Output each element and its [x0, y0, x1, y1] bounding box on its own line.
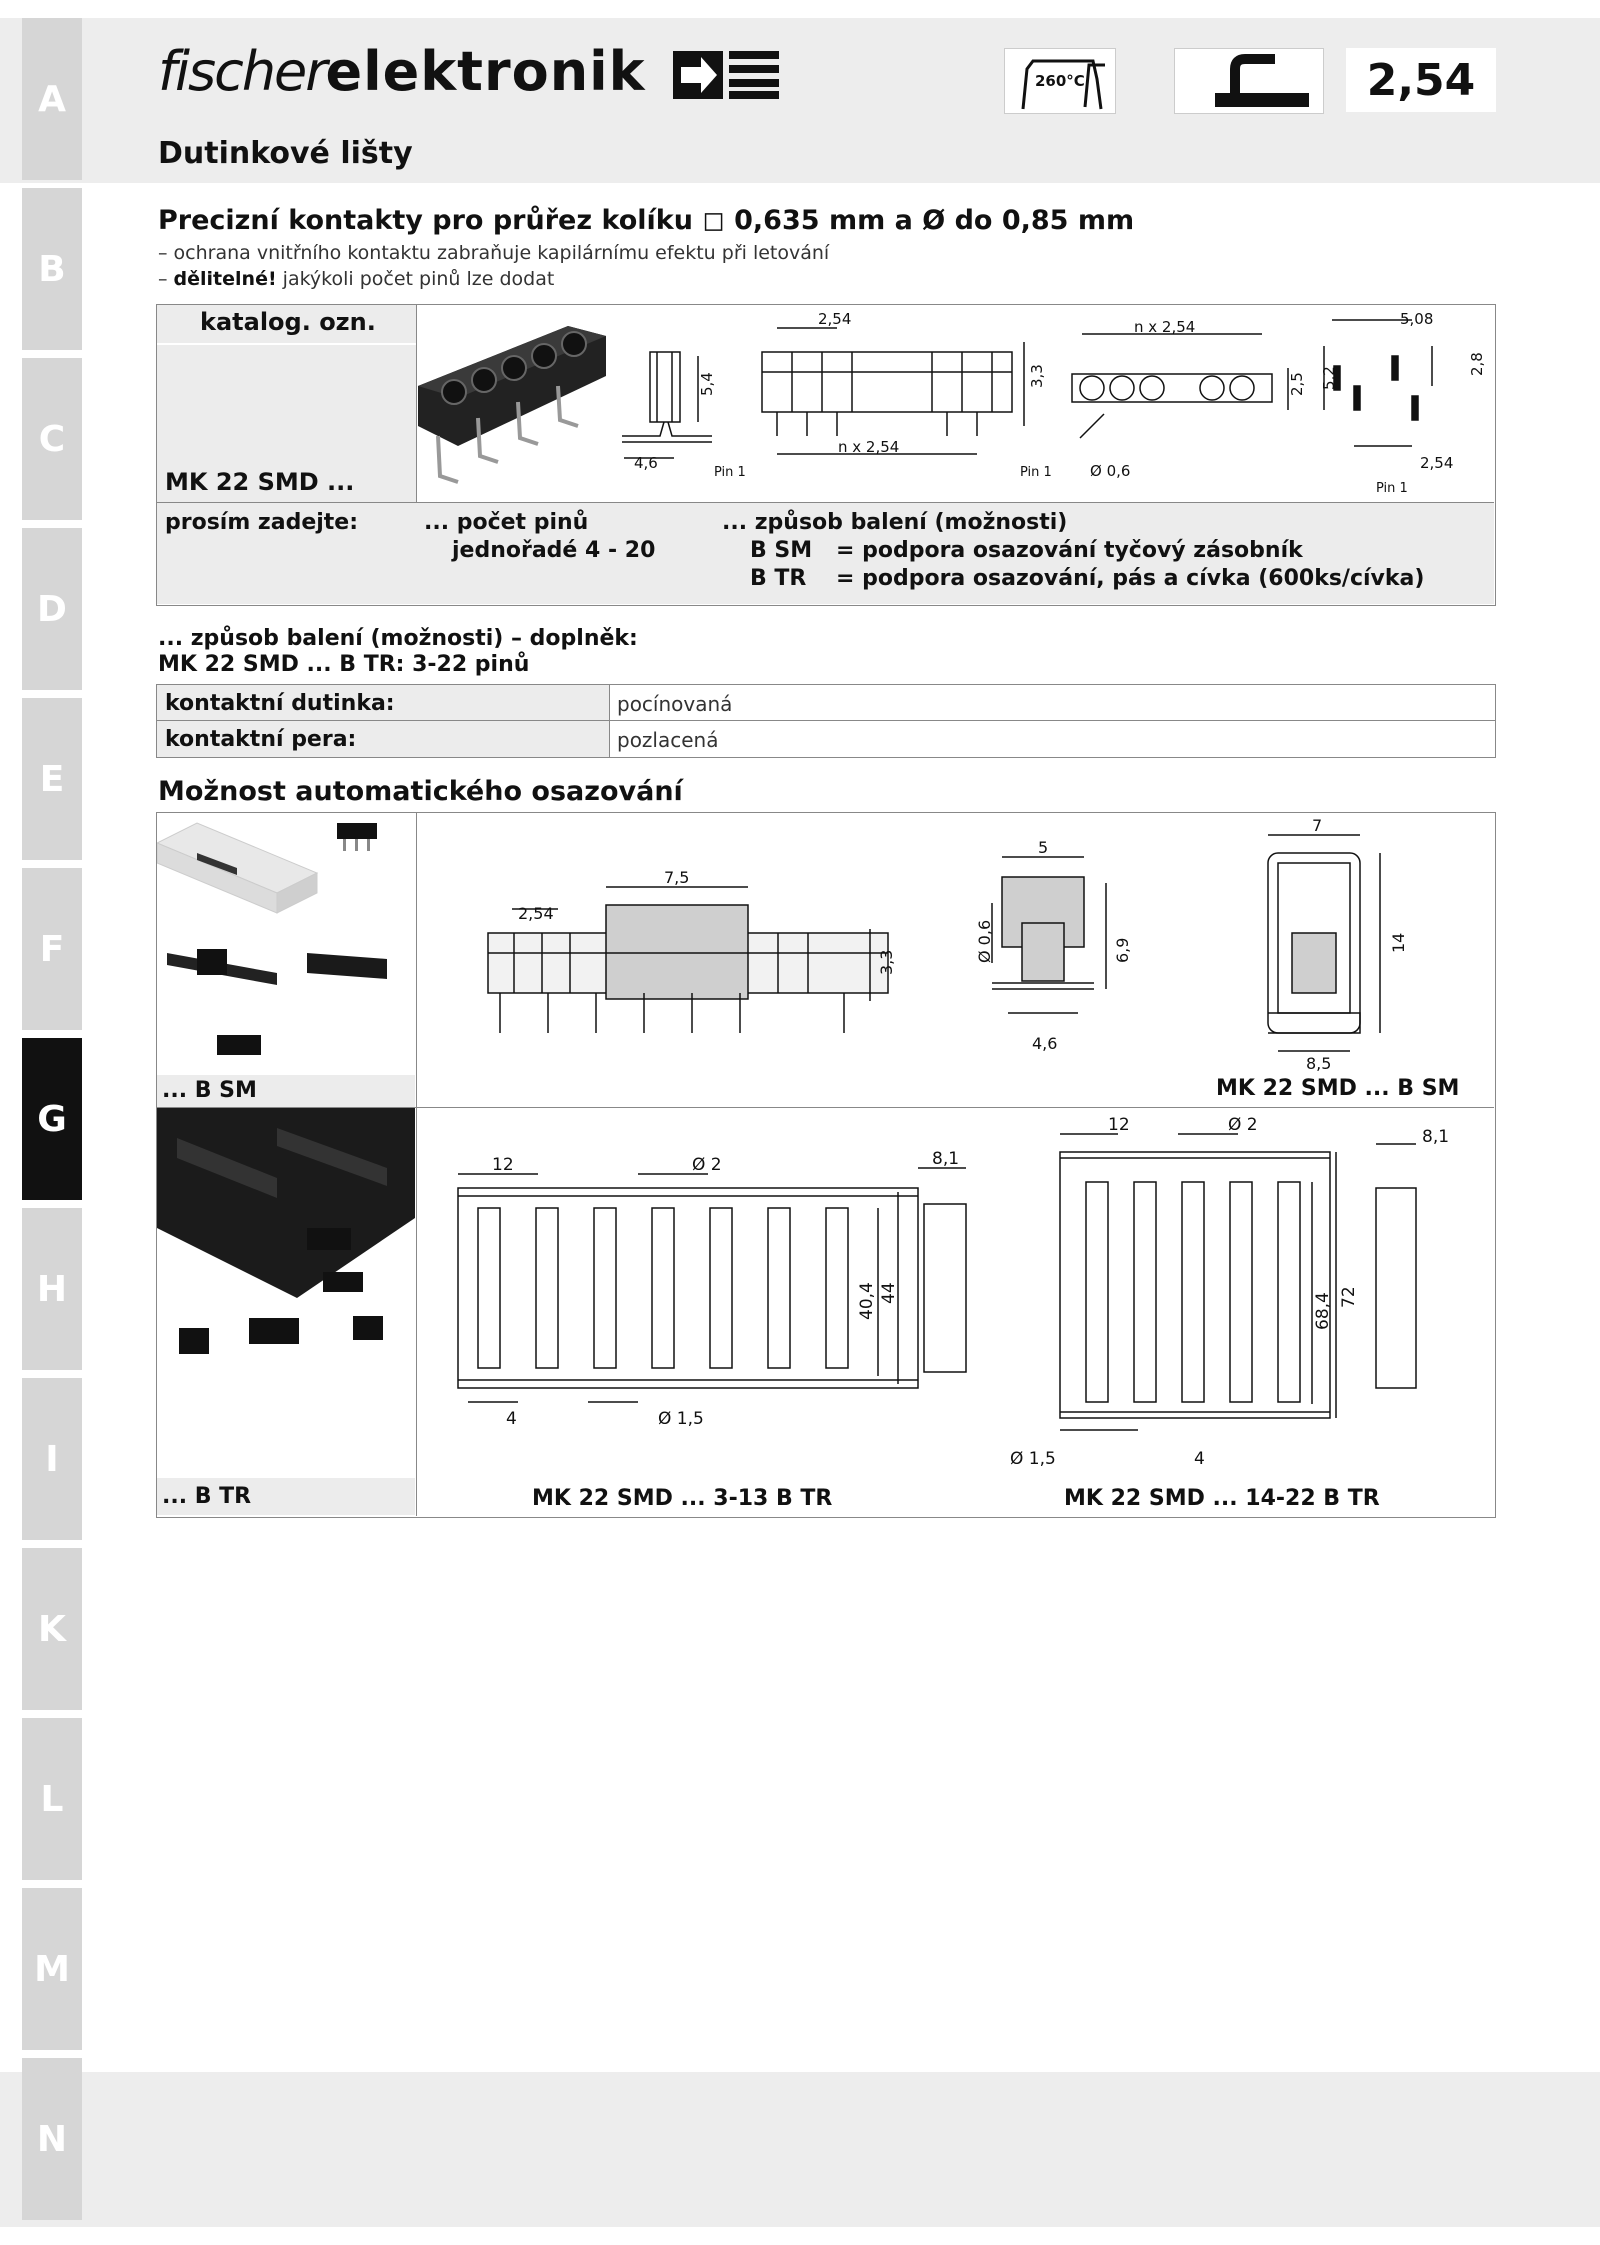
- btr-label: ... B TR: [162, 1484, 252, 1509]
- bsm-dim-6-9: 6,9: [1113, 937, 1132, 963]
- tab-i[interactable]: I: [22, 1378, 82, 1540]
- btr-b-dim-4: 4: [1194, 1449, 1205, 1469]
- dim-4-6: 4,6: [634, 454, 658, 472]
- temp-label: 260°C: [1035, 72, 1085, 90]
- page-title: Dutinkové lišty: [158, 136, 413, 171]
- tab-h[interactable]: H: [22, 1208, 82, 1370]
- tab-a[interactable]: A: [22, 18, 82, 180]
- tab-c[interactable]: C: [22, 358, 82, 520]
- brand-light: fischer: [158, 40, 326, 103]
- btr-b-dim-72: 72: [1339, 1286, 1359, 1308]
- materials-table: [156, 684, 1496, 758]
- bsm-dim-4-6: 4,6: [1032, 1034, 1058, 1053]
- bsm-dim-2-54: 2,54: [518, 904, 554, 923]
- supplement-line-1: ... způsob balení (možnosti) – doplněk:: [158, 626, 638, 651]
- dim-5-4: 5,4: [698, 372, 716, 396]
- product-photo-header: [418, 306, 610, 500]
- reflow-curve-icon: [1005, 49, 1115, 113]
- order-label: prosím zadejte:: [165, 510, 359, 535]
- btr-b-dim-d2: Ø 2: [1228, 1115, 1258, 1135]
- option-bsm-code: B SM: [750, 538, 813, 563]
- material-label-2: kontaktní pera:: [165, 727, 357, 752]
- btr-a-dim-4: 4: [506, 1409, 517, 1429]
- supplement-line-2: MK 22 SMD ... B TR: 3-22 pinů: [158, 652, 530, 677]
- dimension-drawing-top: [612, 306, 1492, 502]
- btr-a-dim-44: 44: [879, 1282, 899, 1304]
- brand-logo: [158, 40, 783, 103]
- btr-b-dim-8-1: 8,1: [1422, 1127, 1450, 1147]
- section-subtitle: Precizní kontakty pro průřez kolíku ◻ 0,635 mm a Ø do 0,85 mm: [158, 205, 1135, 236]
- divisible-highlight: dělitelné!: [173, 268, 277, 290]
- pins-range: jednořadé 4 - 20: [452, 538, 656, 563]
- bsm-dim-5: 5: [1038, 838, 1049, 857]
- tab-k[interactable]: K: [22, 1548, 82, 1710]
- dim-2-5: 2,5: [1288, 372, 1306, 396]
- option-btr-code: B TR: [750, 566, 807, 591]
- pitch-value: 2,54: [1346, 48, 1496, 112]
- bsm-dim-d06: Ø 0,6: [975, 919, 994, 963]
- tab-m[interactable]: M: [22, 1888, 82, 2050]
- btr-a-dim-12: 12: [492, 1155, 514, 1175]
- btr-drawing: [418, 1108, 1492, 1478]
- bsm-dim-8-5: 8,5: [1306, 1054, 1332, 1073]
- dim-2-8: 2,8: [1468, 352, 1486, 376]
- btr-photo: [157, 1108, 415, 1478]
- dim-n254-a: n x 2,54: [838, 438, 900, 456]
- option-bsm-desc: = podpora osazování tyčový zásobník: [836, 538, 1303, 563]
- tab-d[interactable]: D: [22, 528, 82, 690]
- bsm-dim-7: 7: [1312, 816, 1323, 835]
- brand-arrow-icon: [673, 49, 783, 101]
- bsm-label: ... B SM: [162, 1078, 257, 1103]
- dim-2-54-a: 2,54: [818, 310, 852, 328]
- btr-a-dim-d1-5: Ø 1,5: [658, 1409, 704, 1429]
- dim-5-08: 5,08: [1400, 310, 1434, 328]
- btr-a-dim-40-4: 40,4: [857, 1282, 877, 1320]
- dim-d06: Ø 0,6: [1090, 462, 1131, 480]
- catalog-header: katalog. ozn.: [200, 308, 376, 336]
- column-divider: [416, 812, 417, 1516]
- bsm-photo: [157, 813, 415, 1069]
- brand-bold: elektronik: [325, 40, 646, 103]
- dim-2-54-b: 2,54: [1420, 454, 1454, 472]
- packaging-label: ... způsob balení (možnosti): [722, 510, 1068, 535]
- btr-a-dim-d2: Ø 2: [692, 1155, 722, 1175]
- btr-b-dim-12: 12: [1108, 1115, 1130, 1135]
- smd-profile-icon: [1175, 49, 1323, 113]
- pin1-label-b: Pin 1: [1020, 465, 1052, 480]
- material-label-1: kontaktní dutinka:: [165, 691, 395, 716]
- btr-caption-b: MK 22 SMD ... 14-22 B TR: [1064, 1486, 1380, 1511]
- tab-n[interactable]: N: [22, 2058, 82, 2220]
- tab-b[interactable]: B: [22, 188, 82, 350]
- tab-f[interactable]: F: [22, 868, 82, 1030]
- tab-e[interactable]: E: [22, 698, 82, 860]
- btr-b-dim-68-4: 68,4: [1313, 1292, 1333, 1330]
- dim-n254-b: n x 2,54: [1134, 318, 1196, 336]
- feature-bullet-2: – dělitelné! jakýkoli počet pinů lze dodat: [158, 268, 555, 290]
- part-number: MK 22 SMD ...: [165, 468, 355, 496]
- footer-band: [0, 2072, 1600, 2227]
- material-value-2: pozlacená: [617, 728, 719, 752]
- auto-assembly-title: Možnost automatického osazování: [158, 776, 683, 807]
- btr-caption-a: MK 22 SMD ... 3-13 B TR: [532, 1486, 833, 1511]
- smd-mount-box: [1174, 48, 1324, 114]
- btr-b-dim-d1-5: Ø 1,5: [1010, 1449, 1056, 1469]
- bsm-dim-3-3: 3,3: [877, 949, 896, 975]
- bsm-drawing: [418, 813, 1492, 1075]
- btr-a-dim-8-1: 8,1: [932, 1149, 960, 1169]
- dim-5-2: 5,2: [1320, 366, 1338, 390]
- pins-label: ... počet pinů: [424, 510, 589, 535]
- bsm-dim-7-5: 7,5: [664, 868, 690, 887]
- pin1-label-a: Pin 1: [714, 465, 746, 480]
- feature-bullet-1: – ochrana vnitřního kontaktu zabraňuje kapilárnímu efektu při letování: [158, 242, 830, 264]
- tab-g[interactable]: G: [22, 1038, 82, 1200]
- tab-l[interactable]: L: [22, 1718, 82, 1880]
- bsm-dim-14: 14: [1389, 932, 1408, 953]
- pin1-label-c: Pin 1: [1376, 481, 1408, 496]
- temperature-profile-box: [1004, 48, 1116, 114]
- material-value-1: pocínovaná: [617, 692, 733, 716]
- bsm-caption: MK 22 SMD ... B SM: [1216, 1076, 1460, 1101]
- dim-3-3: 3,3: [1028, 364, 1046, 388]
- option-btr-desc: = podpora osazování, pás a cívka (600ks/cívka): [836, 566, 1425, 591]
